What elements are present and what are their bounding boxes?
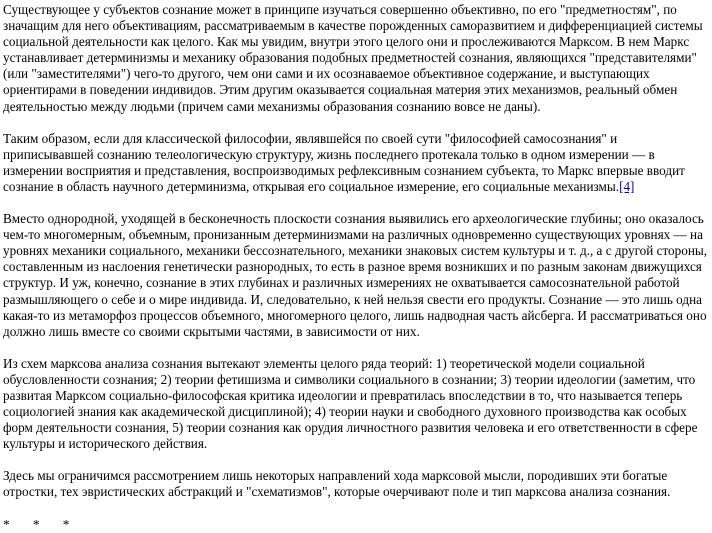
paragraph-5 [3,468,709,500]
separator-star-1: * [3,516,10,532]
separator-star-2: * [32,516,40,532]
paragraph-5-text: Здесь мы ограничимся рассмотрением лишь некоторых направлений хода марксовой мысли, породивших эти богатые отростки, тех эвристических абстракций и "схематизмов", которые очерчивают поле и тип марксова анализа сознания. [3,468,671,500]
paragraph-2 [3,131,709,195]
paragraph-2-text: Таким образом, если для классической философии, являвшейся по своей сути "философией самосознания" и приписывавшей сознанию телеологическую структуру, жизнь последнего протекала только в одном измерении — в измерении восприятия и представления, воспроизводимых рефлексивным сознанием субъекта, то Маркс впервые вводит сознание в область научного детерминизма, открывая его социальное измерение, его социальные механизмы. [3,130,685,194]
paragraph-1-text: Существующее у субъектов сознание может в принципе изучаться совершенно объективно, по его "предметностям", по значащим для него объективациям, рассматриваемым в качестве порожденных саморазвитием и дифференциацией системы социальной деятельности как целого. Как мы увидим, внутри этого целого они и прослеживаются Марксом. В нем Маркс устанавливает детерминизмы и механику образования подобных предметностей сознания, являющихся "представителями" (или "заместителями") чего-то другого, чем они сами и их осознаваемое объективное содержание, и выступающих ориентирами в поведении индивидов. Этим другим оказывается социальная материя этих механизмов, реальный обмен деятельностью между людьми (причем сами механизмы образования сознанию вовсе не даны). [3,2,703,114]
paragraph-4 [3,356,709,453]
paragraph-4-text: Из схем марксова анализа сознания вытекают элементы целого ряда теорий: 1) теоретической модели социальной обусловленности сознания; 2) теории фетишизма и символики социального в сознании; 3) теории идеологии (заметим, что развитая Марксом социально-философская критика идеологии и превратилась впоследствии в то, что называется теперь социологией знания как академической дисциплиной); 4) теории науки и свободного духовного производства как особых форм деятельности сознания, 5) теории сознания как орудия личностного развития человека и его ответственности в сфере культуры и исторического действия. [3,355,698,452]
separator-star-3: * [62,516,70,532]
footnote-link-4[interactable]: [4] [619,178,635,194]
paragraph-3-text: Вместо однородной, уходящей в бесконечность плоскости сознания выявились его археологические глубины; оно оказалось чем-то многомерным, объемным, пронизанным детерминизмами на различных одновременно существующих уровнях — на уровнях механики социального, механики бессознательного, механики знаковых систем культуры и т. д., а с другой стороны, составленным из наслоения генетически разнородных, то есть в разное время возникших и по разным законам движущихся структур. И уж, конечно, сознание в этих глубинах и различных измерениях не охватывается самосознательной работой размышляющего о себе и о мире индивида. И, следовательно, к ней нельзя свести его продукты. Сознание — это лишь одна какая-то из метаморфоз процессов объемного, многомерного целого, лишь надводная часть айсберга. И рассматриваться оно должно лишь вместе со своими скрытыми частями, в зависимости от них. [3,211,708,339]
paragraph-1 [3,2,709,115]
paragraph-3 [3,211,709,340]
